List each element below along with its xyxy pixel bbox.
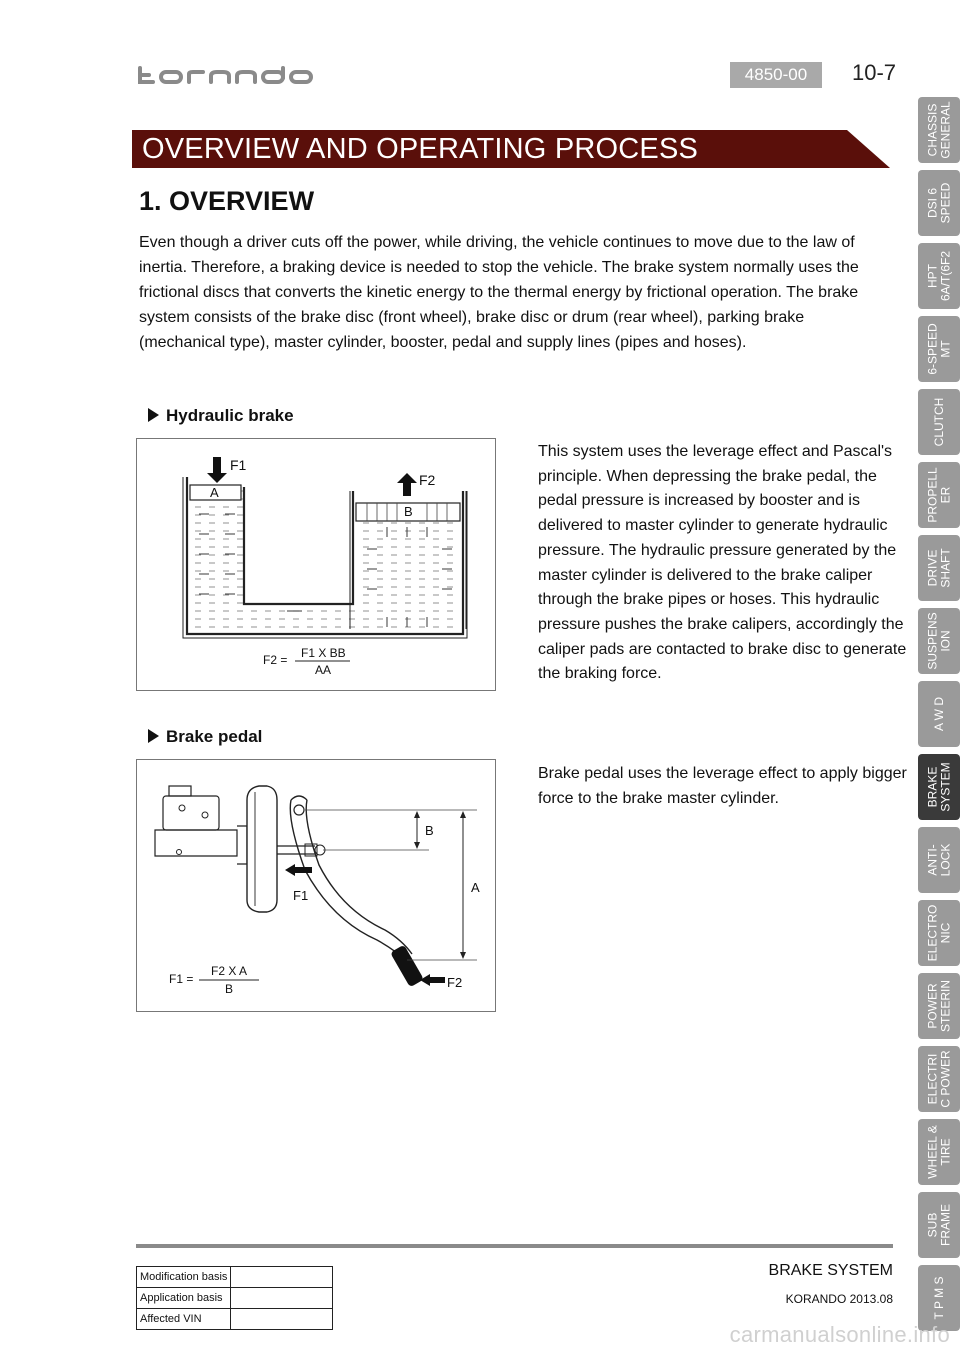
hydraulic-brake-subheading [148,406,294,426]
tab-power-steering[interactable] [918,973,960,1039]
tab-clutch[interactable] [918,389,960,455]
section-title: OVERVIEW AND OPERATING PROCESS [142,133,699,165]
hydraulic-a-label: A [210,485,219,500]
triangle-bullet-icon [148,729,159,743]
pedal-f1-label: F1 [293,888,309,903]
hydraulic-brake-label: Hydraulic brake [166,406,294,425]
hydraulic-formula-denominator: AA [315,663,332,677]
tab-6-speed-mt[interactable] [918,316,960,382]
tab-awd[interactable] [918,681,960,747]
hydraulic-f1-label: F1 [230,457,247,473]
footer-divider [136,1244,893,1248]
footer-model-year: KORANDO 2013.08 [785,1292,893,1306]
brake-pedal-subheading [148,727,262,747]
pedal-b-label: B [425,823,434,838]
table-row [137,1267,333,1288]
tab-label: DRIVE SHAFT [925,548,952,588]
tab-label: ANTI- LOCK [925,843,952,877]
footer-system-name: BRAKE SYSTEM [768,1262,893,1279]
pedal-f2-label: F2 [447,975,463,990]
table-cell-label: Modification basis [137,1267,231,1288]
tab-drive-shaft[interactable] [918,535,960,601]
pedal-formula-numerator: F2 X A [211,964,248,978]
overview-paragraph: Even though a driver cuts off the power, while driving, the vehicle continues to move due to the law of inertia. Therefore, a braking device is needed to stop the vehicle. The brake system normally uses the frictional discs that converts the kinetic energy to the thermal energy by frictional operation. The brake system consists of the brake disc (front wheel), brake disc or drum (rear wheel), parking brake (mechanical type), master cylinder, booster, pedal and supply lines (pipes and hoses). [139,234,859,351]
korando-logo [137,66,317,86]
tab-label: ELECTRI C POWER [925,1050,952,1108]
tab-suspension[interactable] [918,608,960,674]
brake-pedal-description: Brake pedal uses the leverage effect to apply bigger force to the brake master cylinder. [538,765,907,807]
watermark: carmanualsonline.info [729,1322,950,1347]
tab-label: ELECTRO NIC [925,904,952,962]
section-title-bar [132,130,892,168]
hydraulic-brake-diagram [136,438,496,691]
f2-arrow-icon [420,974,445,986]
tab-label: SUB FRAME [925,1204,952,1246]
tab-label: DSI 6 SPEED [925,182,952,224]
tab-label: PROPELL ER [925,467,952,523]
table-cell-value [231,1267,333,1288]
tab-anti-lock[interactable] [918,827,960,893]
tab-sub-frame[interactable] [918,1192,960,1258]
table-cell-value [231,1288,333,1309]
tab-brake-system[interactable] [918,754,960,820]
tab-dsi-6-speed[interactable] [918,170,960,236]
tab-hpt-6at[interactable] [918,243,960,309]
tab-propeller[interactable] [918,462,960,528]
page-heading: 1. OVERVIEW [139,186,315,216]
triangle-bullet-icon [148,408,159,422]
tab-wheel-tire[interactable] [918,1119,960,1185]
hydraulic-f2-label: F2 [419,472,436,488]
pedal-a-label: A [471,880,480,895]
tab-label: POWER STEERIN [925,979,952,1033]
pedal-formula-denominator: B [225,982,234,996]
pedal-formula-lhs: F1 = [169,972,194,986]
tab-label: CLUTCH [931,397,946,447]
page-number: 10-7 [852,60,897,85]
tab-chassis-general[interactable] [918,97,960,163]
brake-pedal-label: Brake pedal [166,727,263,746]
table-cell-label: Affected VIN [137,1309,231,1330]
tab-electric-power[interactable] [918,1046,960,1112]
hydraulic-b-label: B [404,504,413,519]
brake-pedal-diagram [136,759,496,1012]
section-code-badge: 4850-00 [730,62,822,88]
hydraulic-formula-numerator: F1 X BB [301,646,346,660]
table-row [137,1288,333,1309]
tab-label: A W D [931,696,946,732]
f1-arrow-icon [207,457,227,483]
tab-electronic[interactable] [918,900,960,966]
tab-label: WHEEL & TIRE [925,1125,952,1179]
table-row [137,1309,333,1330]
hydraulic-formula-lhs: F2 = [263,653,288,667]
f2-arrow-icon [397,473,417,496]
tab-label: BRAKE SYSTEM [925,762,952,812]
hydraulic-brake-description: This system uses the leverage effect and Pascal's principle. When depressing the brake pedal, the pedal pressure is increased by booster and is delivered to master cylinder to generate hydraulic pressure. The hydraulic pressure generated by the master cylinder is delivered to the brake caliper through the brake pipes or hoses. This hydraulic pressure pushes the brake calipers, accordingly the caliper pads are contacted to brake disc to generate the braking force. [538,443,907,683]
tab-label: HPT 6A/T(6F2 [925,250,952,302]
table-cell-value [231,1309,333,1330]
revision-table [136,1266,333,1330]
tab-label: 6-SPEED MT [925,323,952,375]
tab-label: SUSPENS ION [925,612,952,670]
table-cell-label: Application basis [137,1288,231,1309]
tab-label: CHASSIS GENERAL [925,101,952,159]
tab-label: T P M S [931,1276,946,1320]
